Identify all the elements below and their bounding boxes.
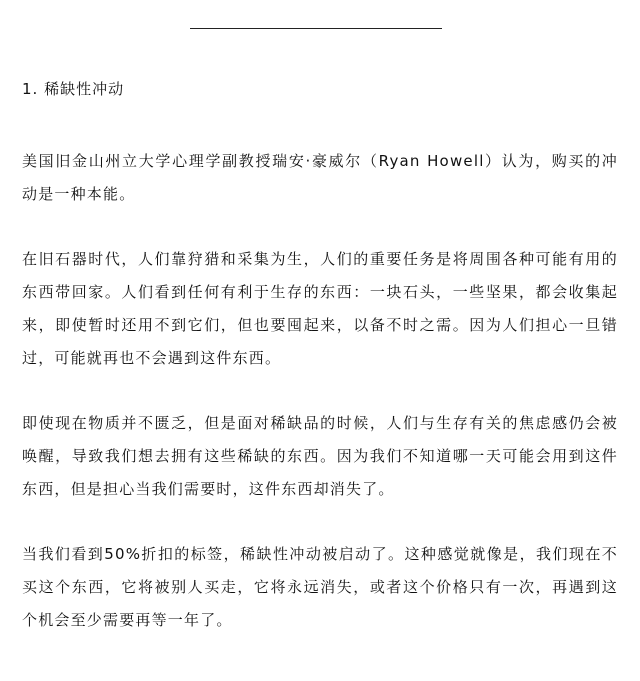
paragraph-paleolithic: 在旧石器时代，人们靠狩猎和采集为生，人们的重要任务是将周围各种可能有用的东西带回家。人们看到任何有利于生存的东西：一块石头，一些坚果，都会收集起来，即使暂时还用不到它们，但也要囤起来，以备不时之需。因为人们担心一旦错过，可能就再也不会遇到这件东西。 (22, 250, 618, 367)
paragraph-intro: 美国旧金山州立大学心理学副教授瑞安·豪威尔（Ryan Howell）认为，购买的冲动是一种本能。 (22, 152, 618, 203)
article-body (22, 78, 618, 637)
top-divider (190, 28, 442, 29)
section-heading: 1. 稀缺性冲动 (22, 80, 125, 98)
paragraph-anxiety: 即使现在物质并不匮乏，但是面对稀缺品的时候，人们与生存有关的焦虑感仍会被唤醒，导致我们想去拥有这些稀缺的东西。因为我们不知道哪一天可能会用到这件东西，但是担心当我们需要时，这件东西却消失了。 (22, 414, 618, 498)
paragraph-discount: 当我们看到50%折扣的标签，稀缺性冲动被启动了。这种感觉就像是，我们现在不买这个东西，它将被别人买走，它将永远消失，或者这个价格只有一次，再遇到这个机会至少需要再等一年了。 (22, 545, 618, 629)
